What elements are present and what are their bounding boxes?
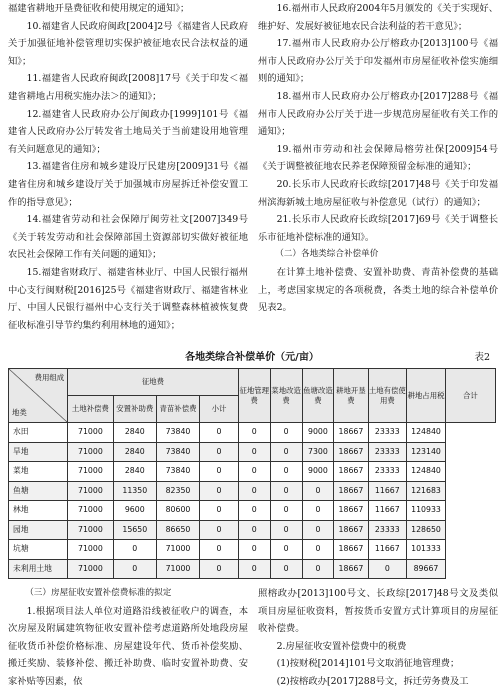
table-cell: 101333 — [407, 540, 446, 560]
table-row — [9, 462, 496, 482]
table-cell: 0 — [270, 540, 302, 560]
regulation-item: 15.福建省财政厅、福建省林业厅、中国人民银行福州中心支行闽财税[2016]25号《福建省财政厅、福建省林业厅、中国人民银行福州中心支行关于调整森林植被恢复费征收标准引导节约集约利用林地的通知》； — [8, 266, 248, 331]
table-cell: 0 — [200, 481, 239, 501]
regulation-item: 18.福州市人民政府办公厅榕政办[2017]288号《福州市人民政府办公厅关于进一步规范房屋征收有关工作的通知》； — [258, 90, 498, 138]
table-cell: 71000 — [68, 520, 114, 540]
table-cell: 11667 — [368, 540, 407, 560]
table-cell: 9000 — [302, 423, 334, 443]
column-header: 土地有偿使用费 — [368, 369, 407, 423]
table-cell: 18667 — [334, 423, 368, 443]
table-cell: 18667 — [334, 540, 368, 560]
table-cell: 18667 — [334, 501, 368, 521]
table-cell: 71000 — [68, 462, 114, 482]
table-cell: 23333 — [368, 520, 407, 540]
land-type-cell: 菜地 — [9, 462, 68, 482]
table-cell: 0 — [238, 481, 270, 501]
column-header: 耕地开垦费 — [334, 369, 368, 423]
bottom-right-column — [258, 585, 498, 691]
column-header: 青苗补偿费 — [156, 396, 199, 423]
table-title: 各地类综合补偿单价（元/亩） — [185, 352, 319, 363]
column-header: 菜地改造费 — [270, 369, 302, 423]
regulation-item: 21.长乐市人民政府长政综[2017]69号《关于调整长乐市征地补偿标准的通知》。 — [258, 214, 498, 243]
table-cell: 82350 — [156, 481, 199, 501]
column-header: 小计 — [200, 396, 239, 423]
regulation-item: 10.福建省人民政府闽政[2004]2号《福建省人民政府关于加强征地补偿管理切实保护被征地农民合法权益的通知》； — [8, 20, 248, 67]
table-cell: 73840 — [156, 462, 199, 482]
land-type-cell: 旱地 — [9, 442, 68, 462]
section-paragraph: 1.根据项目法人单位对道路沿线被征收户的调查，本次房屋及附属建筑物征收安置补偿考虑道路所处地段房屋征收货币补偿价格标准、房屋建设年代、货币补偿奖励、搬迁奖励、装修补偿、搬迁补助费、临时安置补助费、安家补贴等因素，依 — [8, 605, 248, 687]
table-cell: 0 — [238, 520, 270, 540]
table-cell: 0 — [200, 559, 239, 579]
text-line: 2.房屋征收安置补偿费中的税费 — [276, 640, 407, 652]
regulation-item: 11.福建省人民政府闽政[2008]17号《关于印发＜福建省耕地占用税实施办法＞的通知》； — [8, 73, 248, 102]
land-type-cell: 林地 — [9, 501, 68, 521]
table-cell: 71000 — [68, 559, 114, 579]
corner-bottom-label: 地类 — [12, 408, 27, 418]
column-header: 合计 — [445, 369, 495, 423]
column-header: 土地补偿费 — [68, 396, 114, 423]
column-header: 征地管理费 — [238, 369, 270, 423]
regulation-item: 19.福州市劳动和社会保障局榕劳社保[2009]54号《关于调整被征地农民养老保障预留金标准的通知》； — [258, 143, 498, 173]
table-cell: 0 — [270, 559, 302, 579]
table-cell: 71000 — [156, 540, 199, 560]
table-row — [9, 442, 496, 462]
table-cell: 124840 — [407, 462, 446, 482]
section-heading: （三）房屋征收安置补偿费标准的拟定 — [25, 588, 172, 598]
regulation-item: 13.福建省住房和城乡建设厅民建房[2009]31号《福建省住房和城乡建设厅关于加强城市房屋拆迁补偿安置工作的指导意见》； — [8, 161, 248, 208]
corner-top-label: 费用组成 — [34, 373, 65, 382]
table-cell: 73840 — [156, 423, 199, 443]
table-cell: 0 — [302, 501, 334, 521]
table-row — [9, 501, 496, 521]
regulation-item: 14.福建省劳动和社会保障厅闽劳社文[2007]349号《关于转发劳动和社会保障部国土资源部切实做好被征地农民社会保障工作有关问题的通知》； — [8, 214, 248, 261]
table-cell: 0 — [238, 559, 270, 579]
table-cell: 18667 — [334, 481, 368, 501]
group-header: 征地费 — [68, 369, 239, 396]
table-cell: 71000 — [68, 501, 114, 521]
table-cell: 86650 — [156, 520, 199, 540]
table-cell: 0 — [270, 423, 302, 443]
table-cell: 0 — [200, 423, 239, 443]
table-cell: 2840 — [113, 442, 156, 462]
table-cell: 110933 — [407, 501, 446, 521]
table-cell: 124840 — [407, 423, 446, 443]
table-cell: 9000 — [302, 462, 334, 482]
table-cell: 0 — [200, 501, 239, 521]
table-row — [9, 481, 496, 501]
table-cell: 23333 — [368, 462, 407, 482]
corner-header — [9, 369, 68, 423]
table-row — [9, 559, 496, 579]
table-cell: 11667 — [368, 501, 407, 521]
table-cell: 0 — [270, 462, 302, 482]
table-cell: 71000 — [156, 559, 199, 579]
table-row — [9, 540, 496, 560]
table-cell: 73840 — [156, 442, 199, 462]
table-cell: 0 — [368, 559, 407, 579]
table-cell: 0 — [238, 462, 270, 482]
section-paragraph: 在计算土地补偿费、安置补助费、青苗补偿费的基础上，考虑国家规定的各项税费，各类土地的综合补偿单价见表2。 — [258, 266, 498, 314]
land-type-cell: 未利用土地 — [9, 559, 68, 579]
table-cell: 15650 — [113, 520, 156, 540]
text-line: (2)按榕政办[2017]288号文，拆迁劳务费及工 — [276, 675, 469, 687]
text-line: 福建省耕地开垦费征收和使用规定的通知》； — [8, 3, 190, 14]
table-cell: 0 — [270, 501, 302, 521]
table-cell: 18667 — [334, 442, 368, 462]
table-cell: 23333 — [368, 442, 407, 462]
table-cell: 0 — [270, 520, 302, 540]
bottom-left-column — [8, 585, 248, 691]
table-cell: 0 — [238, 442, 270, 462]
regulation-item: 16.福州市人民政府2004年5月颁发的《关于实现好、维护好、发展好被征地农民合法利益的若干意见》； — [258, 3, 498, 32]
regulation-item: 20.长乐市人民政府长政综[2017]48号《关于印发福州滨海新城土地房屋征收与补偿意见（试行）的通知》； — [258, 178, 498, 208]
table-cell: 2840 — [113, 462, 156, 482]
table-cell: 18667 — [334, 559, 368, 579]
land-type-cell: 水田 — [9, 423, 68, 443]
right-column — [258, 0, 498, 317]
table-row — [9, 520, 496, 540]
table-cell: 18667 — [334, 462, 368, 482]
table-cell: 71000 — [68, 442, 114, 462]
table-cell: 0 — [302, 520, 334, 540]
land-type-cell: 园地 — [9, 520, 68, 540]
regulation-item: 17.福州市人民政府办公厅榕政办[2013]100号《福州市人民政府办公厅关于印发福州市房屋征收补偿实施细则的通知》； — [258, 38, 498, 85]
table-cell: 0 — [238, 423, 270, 443]
section-heading: （二）各地类综合补偿单价 — [275, 249, 379, 260]
land-type-cell: 鱼塘 — [9, 481, 68, 501]
table-cell: 0 — [113, 540, 156, 560]
table-cell: 0 — [302, 481, 334, 501]
column-header: 耕地占用税 — [407, 369, 446, 423]
left-column — [8, 0, 248, 334]
table-cell: 0 — [200, 462, 239, 482]
table-cell: 9600 — [113, 501, 156, 521]
compensation-table — [8, 368, 496, 579]
regulation-item: 12.福建省人民政府办公厅闽政办[1999]101号《福建省人民政府办公厅转发省土地局关于当前建设用地管理有关问题意见的通知》； — [8, 108, 248, 155]
table-cell: 0 — [238, 540, 270, 560]
table-cell: 128650 — [407, 520, 446, 540]
table-number: 表2 — [474, 352, 490, 363]
table-cell: 11350 — [113, 481, 156, 501]
column-header: 鱼塘改造费 — [302, 369, 334, 423]
table-cell: 11667 — [368, 481, 407, 501]
table-cell: 0 — [238, 501, 270, 521]
column-header: 安置补助费 — [113, 396, 156, 423]
table-cell: 0 — [302, 559, 334, 579]
table-cell: 80600 — [156, 501, 199, 521]
table-cell: 0 — [270, 442, 302, 462]
table-cell: 0 — [200, 540, 239, 560]
table-cell: 89667 — [407, 559, 446, 579]
table-row — [9, 423, 496, 443]
table-cell: 0 — [302, 540, 334, 560]
table-cell: 0 — [113, 559, 156, 579]
table-cell: 18667 — [334, 520, 368, 540]
text-line: (1)按财税[2014]101号文取消征地管理费； — [276, 658, 460, 670]
table-cell: 71000 — [68, 423, 114, 443]
table-cell: 121683 — [407, 481, 446, 501]
table-cell: 0 — [200, 442, 239, 462]
section-paragraph: 照榕政办[2013]100号文、长政综[2017]48号文及类似项目房屋征收资料，暂按货币安置方式计算项目的房屋征收补偿费。 — [258, 588, 498, 635]
table-cell: 71000 — [68, 481, 114, 501]
table-cell: 7300 — [302, 442, 334, 462]
land-type-cell: 坑塘 — [9, 540, 68, 560]
table-cell: 2840 — [113, 423, 156, 443]
table-cell: 0 — [270, 481, 302, 501]
table-cell: 71000 — [68, 540, 114, 560]
table-cell: 0 — [200, 520, 239, 540]
table-caption — [8, 350, 496, 366]
table-cell: 123140 — [407, 442, 446, 462]
table-cell: 23333 — [368, 423, 407, 443]
